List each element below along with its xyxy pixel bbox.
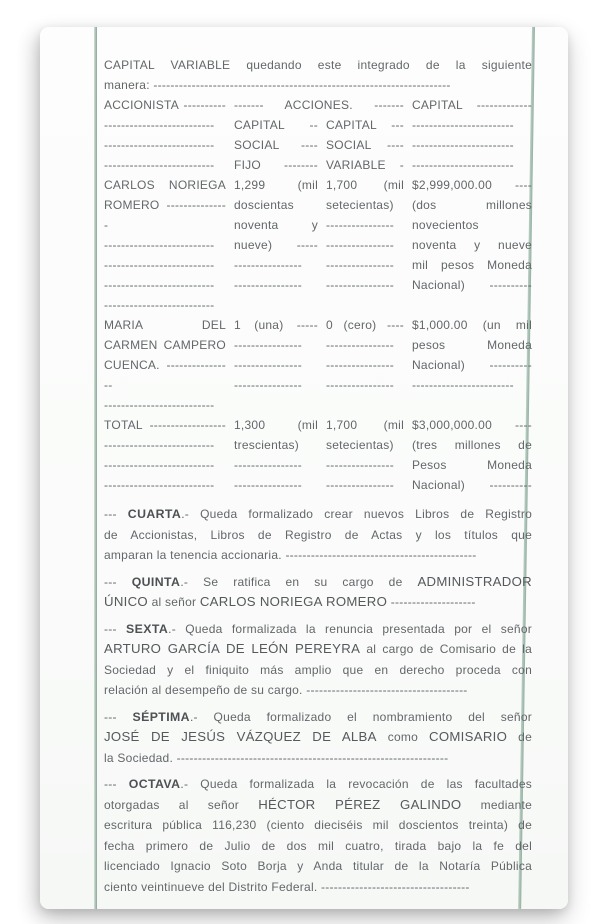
document-content: [104, 55, 532, 897]
cell-total-capital: $3,000,000.00 ---- (tres millones de Pesos Moneda Nacional) ----------: [412, 418, 532, 492]
subheader-cell: ------------------------: [412, 118, 514, 132]
cell-capital-social-variable: 0 (cero) ---- ---------------- ---------------- ----------------: [326, 318, 404, 392]
header-acciones: ------- ACCIONES. -------: [234, 98, 404, 112]
cell-total-label: TOTAL ------------------ -------------------------- -------------------------- --------------------------: [104, 418, 226, 492]
subheader-cell: VARIABLE -: [326, 158, 404, 172]
subheader-cell: FIJO --------: [234, 158, 318, 172]
shareholders-capital-table: [104, 95, 532, 495]
cell-total-variable: 1,700 (mil setecientas) ---------------- ----------------: [326, 418, 404, 492]
cell-accionista: CARLOS NORIEGA ROMERO --------------- -------------------------- -------------------------- -------------------------- --------------------------: [104, 178, 226, 312]
cell-capital-social-fijo: 1,299 (mil doscientas noventa y nueve) ----- ---------------- ----------------: [234, 178, 318, 292]
subheader-cell: ------------------------: [412, 158, 514, 172]
subheader-cell: --------------------------: [104, 138, 215, 152]
shareholder-row-maria-del-carmen-campero-cuenca: [104, 315, 532, 415]
header-capital: CAPITAL -------------: [412, 98, 532, 112]
clause-cuarta: --- CUARTA.- Queda formalizado crear nuevos Libros de Registro de Accionistas, Libros de Registro de Actas y los títulos que amparan la tenencia accionaria. ---------------------------------------------: [104, 507, 532, 562]
table-subheader-row: [104, 135, 532, 155]
left-margin-rule: [94, 27, 97, 909]
subheader-cell: CAPITAL --: [234, 118, 318, 132]
shareholder-row-carlos-noriega-romero: [104, 175, 532, 315]
scanned-document-sheet: [40, 27, 568, 909]
table-subheader-row: [104, 155, 532, 175]
subheader-cell: SOCIAL ----: [234, 138, 318, 152]
clause-sexta: --- SEXTA.- Queda formalizada la renuncia presentada por el señor ARTURO GARCÍA DE LEÓN PEREYRA al cargo de Comisario de la Sociedad y el finiquito más amplio que en derecho proceda con relación al desempeño de su cargo. --------------------------------------: [104, 621, 532, 697]
intro-paragraph: CAPITAL VARIABLE quedando este integrado de la siguiente manera: ----------------------------------------------------------------------: [104, 58, 532, 92]
table-subheader-row: [104, 115, 532, 135]
cell-accionista: MARIA DEL CARMEN CAMPERO CUENCA. ---------------- --------------------------: [104, 318, 226, 412]
cell-capital-social-fijo: 1 (una) ----- ---------------- ---------------- ----------------: [234, 318, 318, 392]
subheader-cell: CAPITAL ---: [326, 118, 404, 132]
header-accionista: ACCIONISTA ----------: [104, 98, 226, 112]
table-header-row: [104, 95, 532, 115]
cell-capital: $1,000.00 (un mil pesos Moneda Nacional) ---------- ------------------------: [412, 318, 532, 392]
cell-capital: $2,999,000.00 ---- (dos millones novecientos noventa y nueve mil pesos Moneda Nacional) ----------: [412, 178, 532, 292]
clause-octava: --- OCTAVA.- Queda formalizada la revocación de las facultades otorgadas al señor HÉCTOR PÉREZ GALINDO mediante escritura pública 116,230 (ciento dieciséis mil doscientos treinta) de fecha primero de Julio de dos mil cuatro, tirada bajo la fe del licenciado Ignacio Soto Borja y Anda titular de la Notaría Pública ciento veintinueve del Distrito Federal. -----------------------------------: [104, 777, 532, 894]
subheader-cell: --------------------------: [104, 158, 215, 172]
cell-total-fijo: 1,300 (mil trescientas) ---------------- ----------------: [234, 418, 318, 492]
total-row: [104, 415, 532, 495]
subheader-cell: --------------------------: [104, 118, 215, 132]
subheader-cell: SOCIAL ----: [326, 138, 404, 152]
clause-quinta: --- QUINTA.- Se ratifica en su cargo de ADMINISTRADOR ÚNICO al señor CARLOS NORIEGA ROMERO --------------------: [104, 573, 532, 609]
subheader-cell: ------------------------: [412, 138, 514, 152]
cell-capital-social-variable: 1,700 (mil setecientas) ---------------- ---------------- ---------------- ----------------: [326, 178, 404, 292]
clause-septima: --- SÉPTIMA.- Queda formalizado el nombramiento del señor JOSÉ DE JESÚS VÁZQUEZ DE ALBA como COMISARIO de la Sociedad. ----------------------------------------------------------------: [104, 709, 532, 765]
